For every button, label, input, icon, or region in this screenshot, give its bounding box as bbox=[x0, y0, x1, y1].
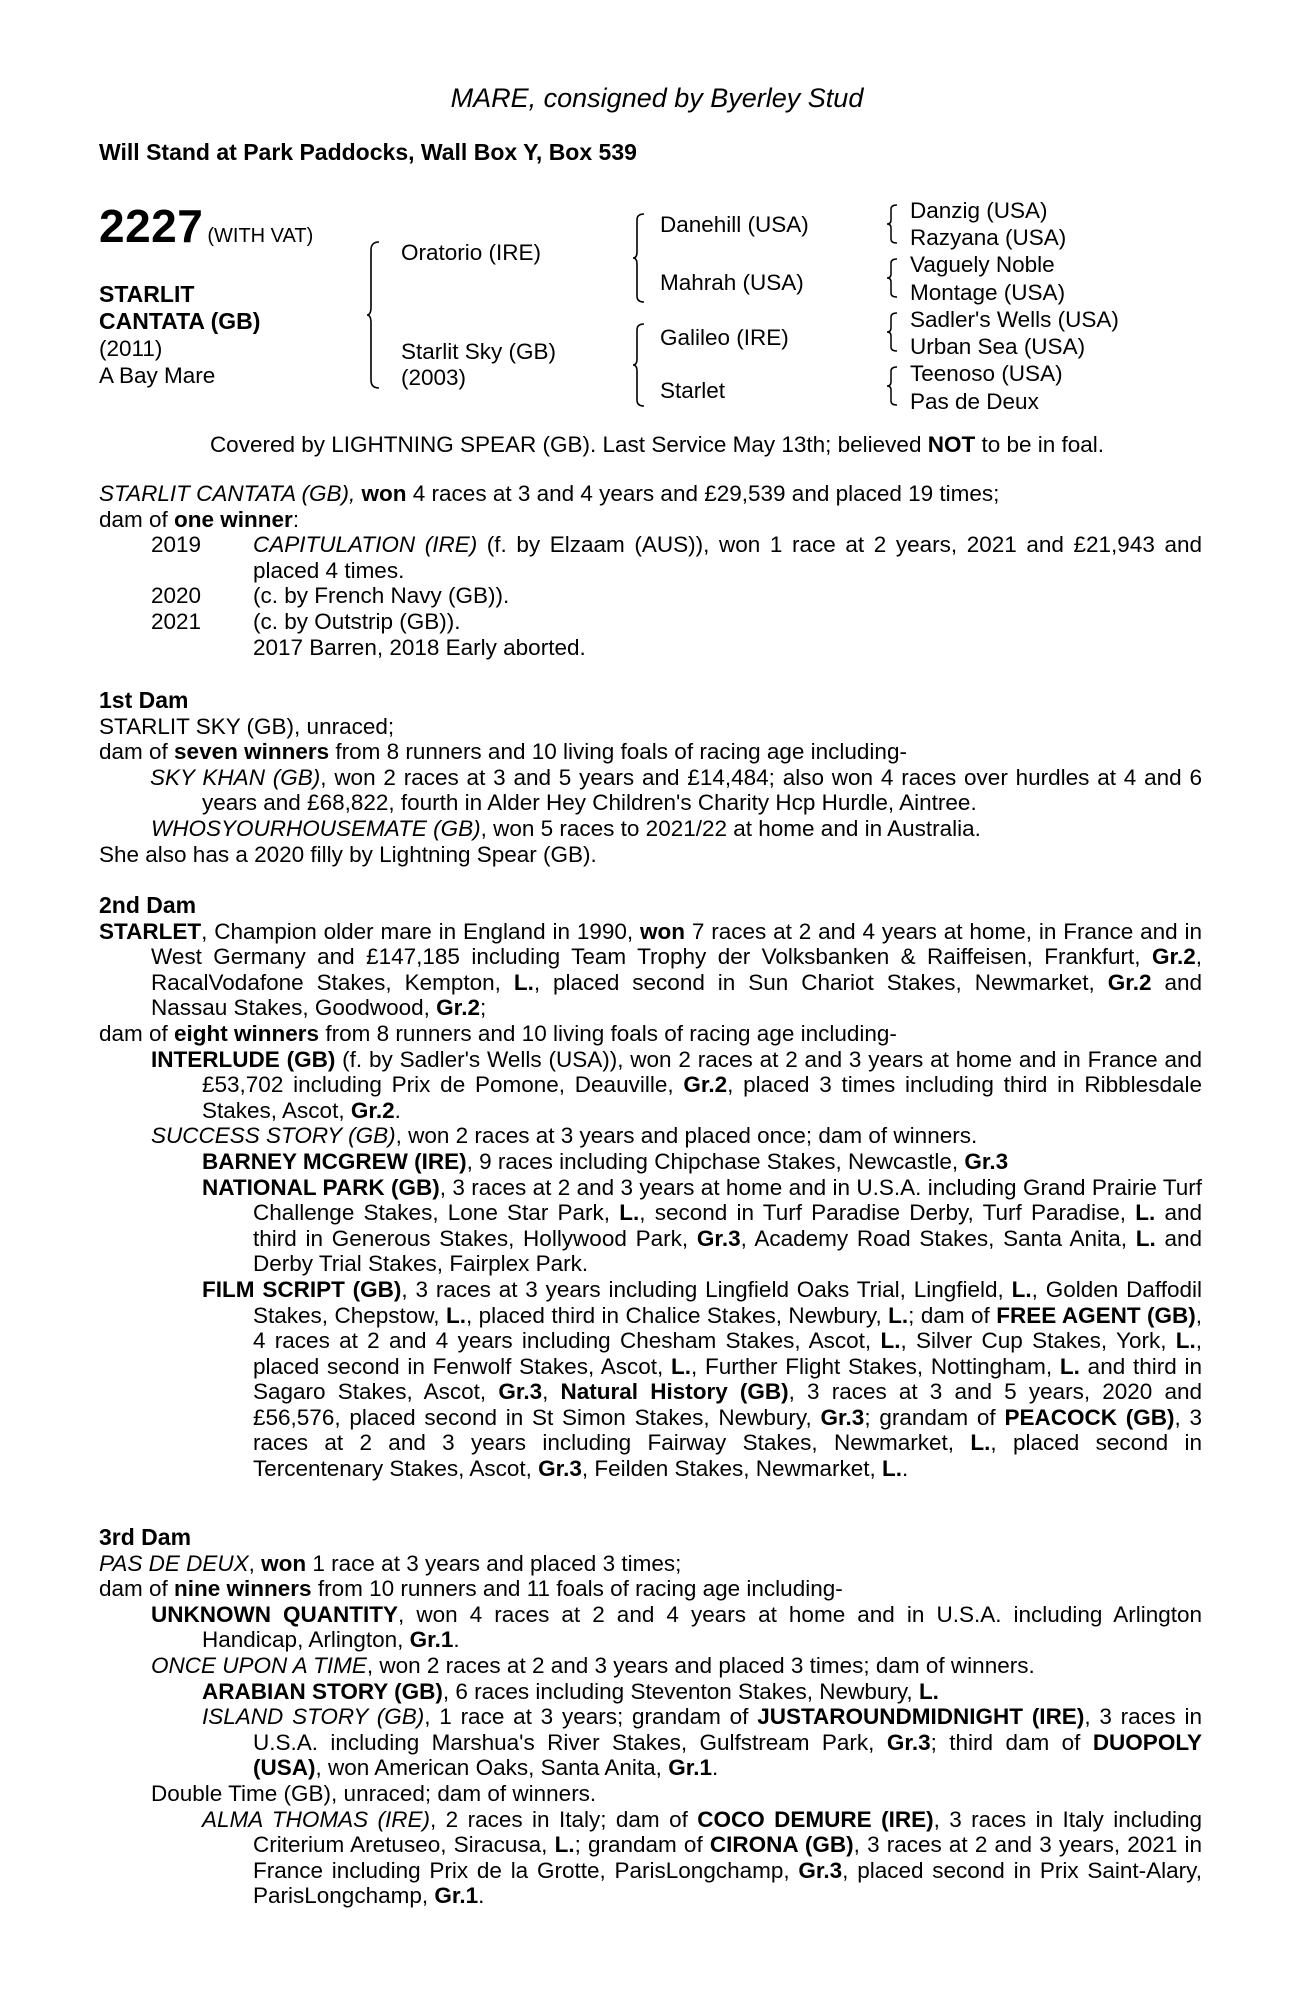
text-fragment: , second in Turf Paradise Derby, Turf Paradise, bbox=[639, 1200, 1136, 1226]
grandchild-alma-thomas bbox=[99, 1807, 1202, 1909]
text-fragment: L. bbox=[882, 1456, 903, 1482]
covering-note bbox=[0, 432, 1314, 458]
offspring-name: SKY KHAN (GB) bbox=[150, 764, 321, 790]
text-fragment: L. bbox=[513, 969, 534, 995]
text-fragment: , 3 races at 2 and 3 years at home and in U.S.A. including Grand Prairie Turf Challenge Stakes, Lone Star Park, bbox=[253, 1174, 1202, 1226]
horse-name-line2: CANTATA (GB) bbox=[99, 308, 261, 334]
text-fragment: , 1 race at 3 years; grandam of bbox=[424, 1704, 758, 1730]
text-fragment: ; grandam of bbox=[574, 1832, 710, 1858]
text-fragment: L. bbox=[1135, 1200, 1156, 1226]
pedigree-brace-main bbox=[366, 240, 382, 390]
text-fragment: Gr.1 bbox=[409, 1627, 454, 1653]
barren-note: 2017 Barren, 2018 Early aborted. bbox=[253, 634, 586, 660]
text-fragment: Gr.3 bbox=[538, 1456, 582, 1482]
great-grandchild-name: FREE AGENT (GB) bbox=[996, 1302, 1196, 1328]
text-fragment: L. bbox=[671, 1353, 691, 1379]
text-fragment: L. bbox=[918, 1678, 939, 1704]
offspring-once-upon-a-time bbox=[99, 1653, 1202, 1679]
offspring-name: UNKNOWN QUANTITY bbox=[151, 1601, 399, 1627]
pedigree-brace-sire bbox=[632, 212, 646, 304]
text-fragment: won bbox=[640, 918, 685, 944]
horse-description: A Bay Mare bbox=[99, 363, 216, 388]
offspring-interlude bbox=[99, 1047, 1202, 1124]
third-dam-heading: 3rd Dam bbox=[99, 1524, 192, 1550]
pedigree-g6: Urban Sea (USA) bbox=[910, 334, 1086, 359]
text-fragment: Gr.2 bbox=[350, 1097, 395, 1123]
dam-of-label: dam of bbox=[99, 1576, 175, 1602]
text-fragment: L. bbox=[1175, 1328, 1196, 1354]
grandchild-film-script bbox=[99, 1277, 1202, 1482]
text-fragment: L. bbox=[1059, 1353, 1080, 1379]
winners-count: one winner bbox=[174, 506, 293, 532]
text-fragment: Gr.2 bbox=[1107, 969, 1152, 995]
text-fragment: . bbox=[453, 1627, 460, 1653]
produce-2019-name: CAPITULATION (IRE) bbox=[253, 532, 478, 558]
dam-of-label: dam of bbox=[99, 506, 175, 532]
offspring-record: , won 2 races at 3 and 5 years and £14,484; also won 4 races over hurdles at 4 and 6 years and £68,822, fourth in Alder Hey Children's Charity Hcp Hurdle, Aintree. bbox=[202, 764, 1202, 816]
great-grandchild-name: COCO DEMURE (IRE) bbox=[697, 1806, 934, 1832]
text-fragment: , placed third in Chalice Stakes, Newbury, bbox=[465, 1302, 889, 1328]
horse-name-line1: STARLIT bbox=[99, 281, 195, 307]
pedigree-g8: Pas de Deux bbox=[910, 389, 1039, 414]
catalogue-header-title: MARE, consigned by Byerley Stud bbox=[450, 83, 864, 113]
text-fragment: L. bbox=[880, 1328, 901, 1354]
runners-text: from 8 runners and 10 living foals of racing age including- bbox=[319, 1020, 897, 1046]
text-fragment: L. bbox=[445, 1302, 466, 1328]
dam-of-label: dam of bbox=[99, 739, 175, 765]
dam-of-colon: : bbox=[292, 506, 300, 532]
text-fragment: Gr.3 bbox=[696, 1225, 741, 1251]
text-fragment: , placed second in Prix Saint-Alary, ParisLongchamp, bbox=[253, 1857, 1203, 1909]
text-fragment: Gr.2 bbox=[436, 995, 480, 1021]
great-grandchild-name: Natural History (GB) bbox=[560, 1379, 789, 1405]
pedigree-brace-g3 bbox=[885, 311, 899, 353]
text-fragment: , won 2 races at 3 years and placed once; dam of winners. bbox=[395, 1123, 978, 1149]
lot-number-block bbox=[99, 200, 314, 252]
text-fragment: , Further Flight Stakes, Nottingham, bbox=[691, 1353, 1060, 1379]
lot-number: 2227 bbox=[99, 200, 204, 252]
great-great-grandchild-name: CIRONA (GB) bbox=[709, 1832, 854, 1858]
pedigree-dam-year: (2003) bbox=[401, 365, 467, 390]
produce-year-2019: 2019 bbox=[151, 532, 202, 558]
text-fragment: , 6 races including Steventon Stakes, Newbury, bbox=[442, 1678, 919, 1704]
produce-record bbox=[99, 481, 1202, 660]
grandchild-name: NATIONAL PARK (GB) bbox=[202, 1174, 440, 1200]
grandchild-name: FILM SCRIPT (GB) bbox=[202, 1276, 402, 1302]
text-fragment: , 4 races at 2 and 4 years including Chesham Stakes, Ascot, bbox=[253, 1302, 1202, 1354]
dam-name: PAS DE DEUX bbox=[99, 1550, 249, 1576]
pedigree-g3: Vaguely Noble bbox=[910, 252, 1055, 277]
runners-text: from 10 runners and 11 foals of racing age including- bbox=[311, 1576, 843, 1602]
pedigree-sire-dam: Mahrah (USA) bbox=[660, 270, 804, 295]
offspring-name: WHOSYOURHOUSEMATE (GB) bbox=[151, 815, 481, 841]
text-fragment: ; third dam of bbox=[930, 1729, 1093, 1755]
text-fragment: Gr.3 bbox=[964, 1148, 1009, 1174]
covering-emphasis: NOT bbox=[927, 432, 976, 457]
grandchild-name: ISLAND STORY (GB) bbox=[202, 1704, 425, 1730]
offspring-double-time: Double Time (GB), unraced; dam of winners. bbox=[151, 1780, 597, 1806]
text-fragment: , 3 races at 3 and 5 years, 2020 and £56,576, placed second in St Simon Stakes, Newbury, bbox=[253, 1379, 1202, 1430]
text-fragment: , placed second in Tercentenary Stakes, Ascot, bbox=[253, 1430, 1203, 1482]
mare-record: 4 races at 3 and 4 years and £29,539 and placed 19 times; bbox=[406, 481, 1000, 506]
grandchild-barney-mcgrew bbox=[99, 1149, 1202, 1175]
text-fragment: Gr.3 bbox=[820, 1404, 865, 1430]
text-fragment: Gr.1 bbox=[668, 1755, 712, 1781]
pedigree-brace-g2 bbox=[885, 257, 899, 299]
text-fragment: , won 2 races at 2 and 3 years and placed 3 times; dam of winners. bbox=[366, 1652, 1035, 1678]
text-fragment: L. bbox=[554, 1832, 575, 1858]
offspring-sky-khan bbox=[99, 765, 1202, 816]
text-fragment: , won 4 races at 2 and 4 years at home and in U.S.A. including Arlington Handicap, Arlington, bbox=[202, 1601, 1202, 1653]
pedigree-sire: Oratorio (IRE) bbox=[401, 240, 542, 265]
text-fragment: Gr.2 bbox=[1151, 944, 1196, 970]
text-fragment: Gr.2 bbox=[683, 1072, 728, 1098]
text-fragment: , Feilden Stakes, Newmarket, bbox=[581, 1456, 883, 1482]
offspring-name: SUCCESS STORY (GB) bbox=[151, 1123, 396, 1149]
produce-2019 bbox=[253, 532, 1202, 583]
mare-name: STARLIT CANTATA (GB), bbox=[99, 481, 356, 506]
text-fragment: , Silver Cup Stakes, York, bbox=[900, 1328, 1176, 1354]
runners-text: from 8 runners and 10 living foals of racing age including- bbox=[329, 739, 907, 765]
pedigree-brace-dam bbox=[632, 322, 646, 408]
text-fragment: . bbox=[902, 1456, 909, 1482]
pedigree-dam: Starlit Sky (GB) bbox=[401, 339, 557, 364]
filly-note: She also has a 2020 filly by Lightning Spear (GB). bbox=[99, 841, 597, 867]
text-fragment: , 2 races in Italy; dam of bbox=[430, 1806, 698, 1832]
produce-year-2021: 2021 bbox=[151, 608, 202, 634]
text-fragment: won bbox=[261, 1550, 307, 1576]
second-dam-section bbox=[99, 893, 1202, 1482]
offspring-name: ONCE UPON A TIME bbox=[151, 1652, 367, 1678]
grandchild-arabian-story bbox=[99, 1679, 1202, 1705]
text-fragment: and Derby Trial Stakes, Fairplex Park. bbox=[253, 1225, 1202, 1277]
text-fragment: , bbox=[542, 1379, 561, 1405]
text-fragment: , bbox=[248, 1550, 262, 1576]
offspring-record: , won 5 races to 2021/22 at home and in Australia. bbox=[480, 815, 981, 841]
offspring-name: INTERLUDE (GB) bbox=[151, 1046, 336, 1072]
text-fragment: ; dam of bbox=[908, 1302, 997, 1328]
second-dam-record bbox=[99, 919, 1202, 1021]
text-fragment: , placed 3 times including third in Ribblesdale Stakes, Ascot, bbox=[202, 1072, 1202, 1123]
foaling-year: (2011) bbox=[99, 336, 163, 361]
winners-count: eight winners bbox=[174, 1020, 320, 1046]
text-fragment: , 3 races at 3 years including Lingfield Oaks Trial, Lingfield, bbox=[401, 1276, 1012, 1302]
text-fragment: , 3 races in U.S.A. including Marshua's River Stakes, Gulfstream Park, bbox=[253, 1704, 1202, 1755]
text-fragment: , RacalVodafone Stakes, Kempton, bbox=[151, 944, 1202, 995]
winners-count: seven winners bbox=[174, 739, 330, 765]
offspring-unknown-quantity bbox=[99, 1602, 1202, 1653]
text-fragment: . bbox=[478, 1883, 485, 1909]
text-fragment: and third in Generous Stakes, Hollywood Park, bbox=[253, 1200, 1203, 1251]
horse-identity bbox=[99, 281, 260, 389]
text-fragment: Gr.1 bbox=[434, 1883, 479, 1909]
produce-2020: (c. by French Navy (GB)). bbox=[253, 583, 510, 609]
great-grandchild-name: JUSTAROUNDMIDNIGHT (IRE) bbox=[757, 1704, 1085, 1730]
text-fragment: , 3 races in Italy including Criterium Aretuseo, Siracusa, bbox=[253, 1806, 1203, 1858]
first-dam-summary: STARLIT SKY (GB), unraced; bbox=[99, 713, 395, 739]
text-fragment: L. bbox=[619, 1200, 640, 1226]
great-great-grandchild-name: DUOPOLY (USA) bbox=[253, 1729, 1203, 1781]
offspring-success-story bbox=[99, 1123, 1202, 1149]
text-fragment: , 9 races including Chipchase Stakes, Newcastle, bbox=[466, 1148, 965, 1174]
pedigree-brace-g1 bbox=[885, 203, 899, 245]
vat-note: (WITH VAT) bbox=[207, 225, 314, 247]
grandchild-name: ALMA THOMAS (IRE) bbox=[202, 1806, 431, 1832]
text-fragment: 1 race at 3 years and placed 3 times; bbox=[306, 1550, 682, 1576]
text-fragment: Gr.3 bbox=[798, 1857, 843, 1883]
text-fragment: Gr.3 bbox=[498, 1379, 543, 1405]
text-fragment: (f. by Sadler's Wells (USA)), won 2 races at 2 and 3 years at home and in France and £53,702 including Prix de Pomone, Deauville, bbox=[202, 1046, 1202, 1098]
text-fragment: L. bbox=[1011, 1276, 1032, 1302]
offspring-whosyourhousemate bbox=[99, 816, 1202, 842]
text-fragment: Gr.3 bbox=[886, 1729, 931, 1755]
third-dam-section bbox=[99, 1525, 1202, 1909]
text-fragment: ; bbox=[479, 995, 487, 1021]
text-fragment: L. bbox=[1135, 1225, 1156, 1251]
great-great-grandchild-name: PEACOCK (GB) bbox=[1004, 1404, 1175, 1430]
covering-text-end: to be in foal. bbox=[975, 432, 1105, 457]
grandchild-name: BARNEY MCGREW (IRE) bbox=[202, 1148, 467, 1174]
dam-of-label: dam of bbox=[99, 1020, 175, 1046]
grandchild-island-story bbox=[99, 1704, 1202, 1781]
text-fragment: L. bbox=[970, 1430, 991, 1456]
second-dam-heading: 2nd Dam bbox=[99, 892, 197, 918]
text-fragment: . bbox=[711, 1755, 719, 1781]
text-fragment: ; grandam of bbox=[864, 1404, 1005, 1430]
pedigree-sire-sire: Danehill (USA) bbox=[660, 212, 809, 237]
grandchild-name: ARABIAN STORY (GB) bbox=[202, 1678, 443, 1704]
text-fragment: 7 races at 2 and 4 years at home, in France and in West Germany and £147,185 including Team Trophy der Volksbanken & Raiffeisen, Frankfurt, bbox=[151, 918, 1203, 970]
winners-count: nine winners bbox=[174, 1576, 312, 1602]
grandchild-national-park bbox=[99, 1175, 1202, 1277]
covering-text: Covered by LIGHTNING SPEAR (GB). Last Service May 13th; believed bbox=[209, 432, 928, 457]
pedigree-g5: Sadler's Wells (USA) bbox=[910, 307, 1119, 332]
text-fragment: , placed second in Sun Chariot Stakes, Newmarket, bbox=[533, 969, 1108, 995]
text-fragment: , 3 races at 2 and 3 years, 2021 in France including Prix de la Grotte, ParisLongchamp, bbox=[253, 1832, 1202, 1883]
text-fragment: , Academy Road Stakes, Santa Anita, bbox=[740, 1225, 1136, 1251]
pedigree-g4: Montage (USA) bbox=[910, 280, 1066, 305]
text-fragment: , 3 races at 2 and 3 years including Fairway Stakes, Newmarket, bbox=[253, 1404, 1202, 1456]
pedigree-g1: Danzig (USA) bbox=[910, 198, 1048, 223]
first-dam-section bbox=[99, 688, 1202, 867]
box-location: Will Stand at Park Paddocks, Wall Box Y, Box 539 bbox=[99, 139, 637, 165]
text-fragment: , Champion older mare in England in 1990, bbox=[201, 918, 640, 944]
won-label: won bbox=[361, 481, 407, 506]
dam-name: STARLET bbox=[99, 918, 202, 944]
produce-2019-record: (f. by Elzaam (AUS)), won 1 race at 2 years, 2021 and £21,943 and placed 4 times. bbox=[253, 532, 1202, 583]
pedigree-g2: Razyana (USA) bbox=[910, 225, 1067, 250]
first-dam-heading: 1st Dam bbox=[99, 687, 189, 713]
pedigree-brace-g4 bbox=[885, 365, 899, 407]
pedigree-dam-sire: Galileo (IRE) bbox=[660, 325, 789, 350]
text-fragment: L. bbox=[888, 1302, 909, 1328]
pedigree-dam-dam: Starlet bbox=[660, 378, 726, 403]
text-fragment: , won American Oaks, Santa Anita, bbox=[315, 1755, 669, 1781]
produce-2021: (c. by Outstrip (GB)). bbox=[253, 608, 461, 634]
text-fragment: and Nassau Stakes, Goodwood, bbox=[151, 969, 1202, 1021]
produce-year-2020: 2020 bbox=[151, 583, 202, 609]
text-fragment: , Golden Daffodil Stakes, Chepstow, bbox=[253, 1276, 1202, 1328]
text-fragment: . bbox=[394, 1097, 401, 1123]
pedigree-g7: Teenoso (USA) bbox=[910, 361, 1063, 386]
text-fragment: , placed second in Fenwolf Stakes, Ascot, bbox=[253, 1328, 1203, 1379]
text-fragment: and third in Sagaro Stakes, Ascot, bbox=[253, 1353, 1203, 1405]
